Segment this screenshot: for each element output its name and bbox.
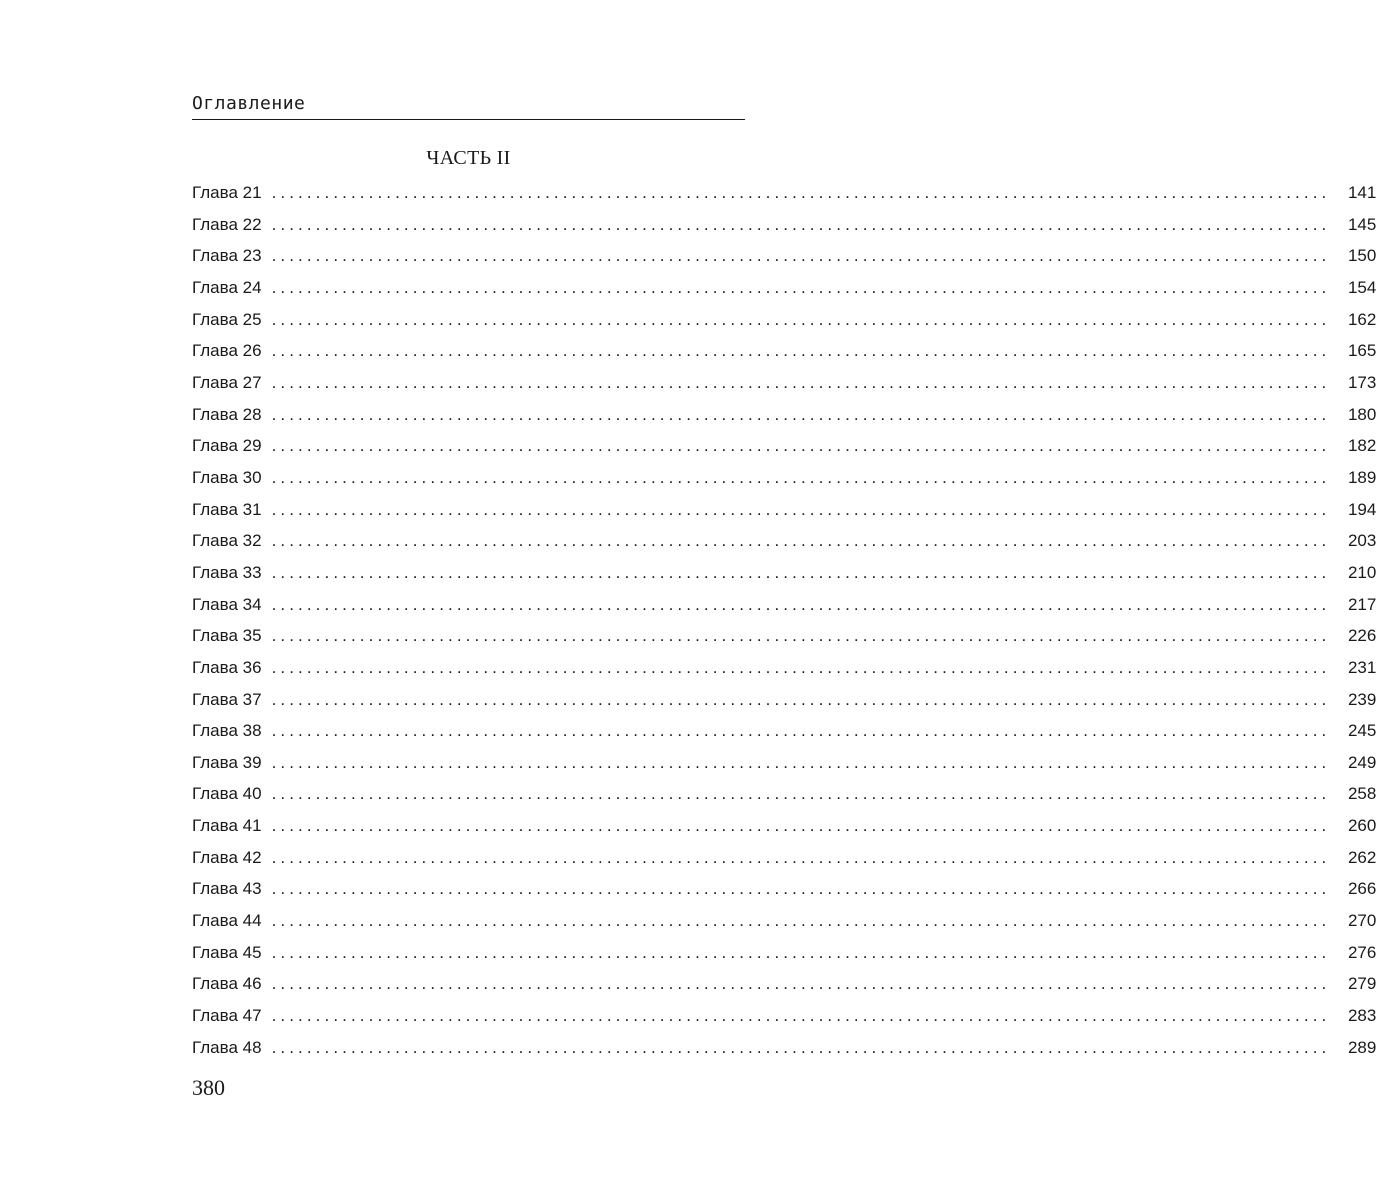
toc-entry[interactable]	[192, 335, 1376, 367]
toc-entry[interactable]	[192, 557, 1376, 589]
dot-leader: ........................................................................................................................	[271, 816, 1331, 836]
toc-entry[interactable]	[192, 620, 1376, 652]
toc-entry-page: 154	[1347, 277, 1376, 297]
toc-entry-page: 182	[1347, 436, 1376, 456]
dot-leader: ........................................................................................................................	[271, 341, 1331, 361]
dot-leader: ........................................................................................................................	[271, 531, 1331, 551]
toc-entry[interactable]	[192, 778, 1376, 810]
toc-entry-label: Глава 22	[192, 214, 262, 234]
toc-entry-label: Глава 24	[192, 277, 262, 297]
toc-entry-page: 279	[1347, 974, 1376, 994]
dot-leader: ........................................................................................................................	[271, 752, 1331, 772]
toc-entry-label: Глава 37	[192, 689, 262, 709]
toc-entry-label: Глава 39	[192, 752, 262, 772]
toc-entry-page: 189	[1347, 467, 1376, 487]
toc-entry-label: Глава 48	[192, 1037, 262, 1057]
dot-leader: ........................................................................................................................	[271, 277, 1331, 297]
toc-entry-page: 283	[1347, 1006, 1376, 1026]
toc-entry-label: Глава 26	[192, 341, 262, 361]
dot-leader: ........................................................................................................................	[271, 499, 1331, 519]
dot-leader: ........................................................................................................................	[271, 183, 1331, 202]
toc-entry[interactable]	[192, 652, 1376, 684]
toc-entry[interactable]	[192, 209, 1376, 241]
toc-entry[interactable]	[192, 494, 1376, 526]
toc-entry-label: Глава 40	[192, 784, 262, 804]
dot-leader: ........................................................................................................................	[271, 309, 1331, 329]
toc-entry-page: 260	[1347, 816, 1376, 836]
toc-entry-page: 194	[1347, 499, 1376, 519]
toc-entry-page: 276	[1347, 942, 1376, 962]
toc-entry[interactable]	[192, 430, 1376, 462]
toc-entry-label: Глава 42	[192, 847, 262, 867]
toc-entry-label: Глава 25	[192, 309, 262, 329]
dot-leader: ........................................................................................................................	[271, 847, 1331, 867]
toc-entry[interactable]	[192, 589, 1376, 621]
toc-entry-page: 258	[1347, 784, 1376, 804]
toc-entry-page: 249	[1347, 752, 1376, 772]
toc-entry-label: Глава 46	[192, 974, 262, 994]
toc-entry-label: Глава 47	[192, 1006, 262, 1026]
dot-leader: ........................................................................................................................	[271, 626, 1331, 646]
toc-entry-label: Глава 21	[192, 183, 262, 202]
toc-entry[interactable]	[192, 937, 1376, 969]
toc-entry-page: 162	[1347, 309, 1376, 329]
toc-entry[interactable]	[192, 684, 1376, 716]
toc-entry-page: 226	[1347, 626, 1376, 646]
toc-entry-label: Глава 33	[192, 562, 262, 582]
table-of-contents	[192, 177, 1376, 1063]
running-head	[192, 93, 745, 120]
toc-entry-page: 145	[1347, 214, 1376, 234]
dot-leader: ........................................................................................................................	[271, 372, 1331, 392]
toc-entry-page: 266	[1347, 879, 1376, 899]
dot-leader: ........................................................................................................................	[271, 594, 1331, 614]
dot-leader: ........................................................................................................................	[271, 689, 1331, 709]
dot-leader: ........................................................................................................................	[271, 404, 1331, 424]
toc-entry-label: Глава 23	[192, 246, 262, 266]
toc-entry[interactable]	[192, 177, 1376, 209]
toc-entry-page: 180	[1347, 404, 1376, 424]
dot-leader: ........................................................................................................................	[271, 911, 1331, 931]
toc-entry-page: 141	[1347, 183, 1376, 202]
toc-entry-label: Глава 29	[192, 436, 262, 456]
toc-entry-label: Глава 30	[192, 467, 262, 487]
toc-entry[interactable]	[192, 272, 1376, 304]
page-number: 380	[192, 1075, 225, 1100]
toc-entry[interactable]	[192, 747, 1376, 779]
toc-entry-page: 203	[1347, 531, 1376, 551]
toc-entry[interactable]	[192, 1032, 1376, 1064]
toc-entry[interactable]	[192, 399, 1376, 431]
dot-leader: ........................................................................................................................	[271, 942, 1331, 962]
toc-entry[interactable]	[192, 462, 1376, 494]
dot-leader: ........................................................................................................................	[271, 436, 1331, 456]
part-title: ЧАСТЬ II	[426, 147, 511, 169]
toc-entry[interactable]	[192, 968, 1376, 1000]
toc-entry-page: 210	[1347, 562, 1376, 582]
dot-leader: ........................................................................................................................	[271, 1037, 1331, 1057]
toc-entry-label: Глава 31	[192, 499, 262, 519]
toc-entry-page: 173	[1347, 372, 1376, 392]
toc-entry-page: 239	[1347, 689, 1376, 709]
toc-entry[interactable]	[192, 304, 1376, 336]
dot-leader: ........................................................................................................................	[271, 879, 1331, 899]
toc-entry-label: Глава 28	[192, 404, 262, 424]
toc-entry[interactable]	[192, 1000, 1376, 1032]
toc-entry-page: 231	[1347, 657, 1376, 677]
toc-entry-page: 270	[1347, 911, 1376, 931]
toc-entry-label: Глава 27	[192, 372, 262, 392]
toc-entry-label: Глава 43	[192, 879, 262, 899]
dot-leader: ........................................................................................................................	[271, 784, 1331, 804]
toc-entry[interactable]	[192, 367, 1376, 399]
toc-entry-label: Глава 34	[192, 594, 262, 614]
toc-entry[interactable]	[192, 525, 1376, 557]
toc-entry-label: Глава 45	[192, 942, 262, 962]
toc-entry-page: 245	[1347, 721, 1376, 741]
dot-leader: ........................................................................................................................	[271, 1006, 1331, 1026]
dot-leader: ........................................................................................................................	[271, 657, 1331, 677]
toc-entry-label: Глава 41	[192, 816, 262, 836]
toc-entry-page: 217	[1347, 594, 1376, 614]
dot-leader: ........................................................................................................................	[271, 974, 1331, 994]
toc-entry-page: 165	[1347, 341, 1376, 361]
toc-entry-page: 289	[1347, 1037, 1376, 1057]
toc-entry[interactable]	[192, 905, 1376, 937]
running-head-title: Оглавление	[192, 93, 306, 114]
dot-leader: ........................................................................................................................	[271, 721, 1331, 741]
toc-entry-label: Глава 44	[192, 911, 262, 931]
toc-entry-page: 262	[1347, 847, 1376, 867]
toc-entry[interactable]	[192, 842, 1376, 874]
toc-entry[interactable]	[192, 873, 1376, 905]
toc-entry[interactable]	[192, 810, 1376, 842]
toc-entry[interactable]	[192, 715, 1376, 747]
toc-entry-label: Глава 38	[192, 721, 262, 741]
dot-leader: ........................................................................................................................	[271, 246, 1331, 266]
dot-leader: ........................................................................................................................	[271, 214, 1331, 234]
toc-entry-label: Глава 35	[192, 626, 262, 646]
toc-entry-label: Глава 32	[192, 531, 262, 551]
dot-leader: ........................................................................................................................	[271, 467, 1331, 487]
toc-entry-label: Глава 36	[192, 657, 262, 677]
dot-leader: ........................................................................................................................	[271, 562, 1331, 582]
toc-entry-page: 150	[1347, 246, 1376, 266]
toc-entry[interactable]	[192, 240, 1376, 272]
